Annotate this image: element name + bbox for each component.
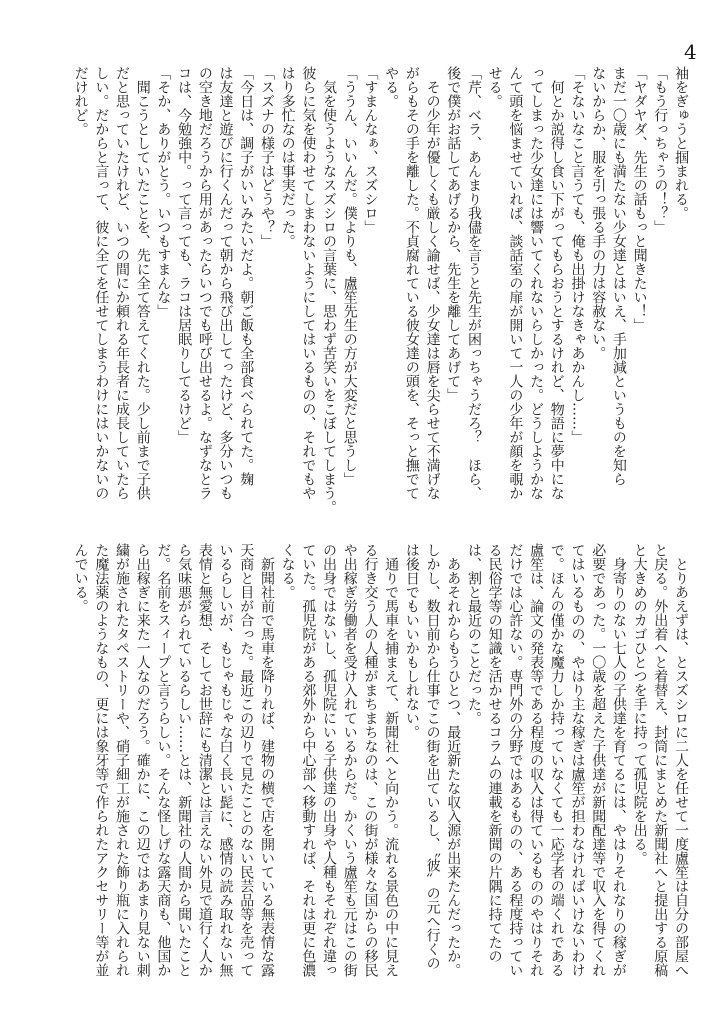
text-line: 「すまんなぁ、スズシロ」: [362, 66, 379, 234]
text-line: ないからか、服を引っ張る手の力は容赦ない。: [590, 66, 607, 360]
text-line: その少年が優しくも厳しく諭せば、少女達は唇を尖らせて不満げな: [424, 66, 441, 500]
text-line: だけでは心許ない。専門外の分野ではあるものの、ある程度持ってい: [507, 543, 524, 977]
text-line: 「そないなこと言うても、俺も出掛けなきゃあかんし……」: [569, 66, 586, 444]
text-line: ああそれからもうひとつ、最近新たな収入源が出来たんだったか。: [445, 543, 462, 977]
text-line: と大きめのカゴひとつを手に持って孤児院を出る。: [631, 543, 648, 865]
text-line: と戻る。外出着へと着替え、封筒にまとめた新聞社へと提出する原稿: [652, 543, 669, 977]
text-line: た魔法薬のようなもの、更には象牙等で作られたアクセサリー等が並: [93, 543, 110, 977]
text-line: ってしまった少女達には響いてくれないらしかった。どうしようかな: [528, 66, 545, 500]
text-line: いるらしいが、もじゃもじゃな白く長い髭に、感情の読み取れない無: [217, 543, 234, 977]
text-line: 聞こうとしていたことを、先に全て答えてくれた。少し前まで子供: [134, 66, 151, 500]
text-line: 何とか説得し食い下がってもらおうとするけれど、物語に夢中にな: [548, 66, 565, 500]
text-line: 袖をぎゅうと掴まれる。: [673, 66, 689, 220]
text-line: コは、今勉強中。って言っても、ラコは居眠りしてるけど」: [176, 66, 193, 444]
text-line: 後で僕がお話してあげるから、先生を離してあげて」: [445, 66, 462, 402]
text-line: しい。だからと言って、彼に全てを任せてしまうわけにはいかないの: [93, 66, 110, 500]
text-line: 彼らに気を使わせてしまわないようにしてはいるものの、それでもや: [300, 66, 317, 500]
text-line: る行き交う人の人種がまちまちなのは、この街が様々な国からの移民: [362, 543, 379, 977]
text-line: まだ一〇歳にも満たない少女達とはいえ、手加減というものを知ら: [610, 66, 627, 486]
text-line: 「スズナの様子はどうや？」: [258, 66, 275, 248]
text-line: の空き地だろうから用があったらいつでも呼び出せるよ。なずなとラ: [196, 66, 213, 500]
text-line: くなる。: [279, 543, 296, 599]
text-line: は友達と遊びに行くんだって朝から飛び出してったけど、多分いつも: [217, 66, 234, 500]
text-line: ら気味悪がられているらしい……とは、新聞社の人間から聞いたこと: [176, 543, 193, 977]
text-line: 通りで馬車を捕まえて、新聞社へと向かう。流れる景色の中に見え: [383, 543, 400, 977]
top-text-block: [70, 66, 691, 531]
text-line: 表情と無愛想、そしてお世辞にも清潔とは言えない外見で道行く人か: [196, 543, 213, 977]
text-line: んて頭を悩ませていれば、談話室の扉が開いて一人の少年が顔を覗か: [507, 66, 524, 500]
text-line: だと思っていたけれど、いつの間にか頼れる年長者に成長していたら: [114, 66, 131, 500]
text-line: んでいる。: [72, 543, 89, 613]
text-line: の出身ではないし、孤児院にいる子供達の出身や人種もそれぞれ違っ: [321, 543, 338, 977]
page-number: 4: [684, 40, 697, 64]
text-line: 繍が施されたタペストリーや、硝子細工が施された飾り瓶に入れられ: [114, 543, 131, 977]
text-line: せる。: [486, 66, 503, 108]
text-line: 新聞社前で馬車を降りれば、建物の横で店を開いている無表情な露: [258, 543, 275, 977]
text-line: 気を使うようなスズシロの言葉に、思わず苦笑いをこぼしてしまう。: [321, 66, 338, 514]
text-line: しかし、数日前から仕事でこの街を出ているし、〝彼〟の元へ行くの: [424, 543, 441, 970]
text-line: はり多忙なのは事実だった。: [279, 66, 296, 248]
text-line: は後日でもいいかもしれない。: [403, 543, 420, 739]
text-line: 「芹、ベラ、あんまり我儘を言うと先生が困っちゃうだろ？ ほら、: [465, 66, 482, 500]
text-line: 盧笙は、論文の発表等である程度の収入は得ているもののやはりそれ: [528, 543, 545, 977]
text-line: やる。: [383, 66, 400, 108]
text-line: ていた。孤児院がある郊外から中心部へ移動すれば、それは更に色濃: [300, 543, 317, 977]
text-line: 「そか、ありがとう。いつもすまんな」: [155, 66, 172, 318]
text-line: る民俗学等の知識を活かせるコラムの連載を新聞の片隅に持てたの: [486, 543, 503, 963]
text-line: ら出稼ぎに来た一人なのだろう。確かに、この辺ではあまり見ない刺: [134, 543, 151, 977]
text-line: とりあえずは、とスズシロに二人を任せて一度盧笙は自分の部屋へ: [673, 543, 689, 977]
text-line: は、割と最近のことだった。: [465, 543, 482, 725]
text-line: 「ヤダヤダ、先生の話もっと聞きたい！」: [631, 66, 648, 332]
text-line: 「もう行っちゃうの！？」: [652, 66, 669, 234]
text-line: で。ほんの僅かな魔力しか持っていなくても一応学者の端くれである: [548, 543, 565, 977]
text-line: てはいるものの、やはり主な稼ぎは盧笙が担わなければいけないわけ: [569, 543, 586, 977]
text-line: だけれど。: [72, 66, 89, 136]
text-line: 天商と目が合った。最近この辺りで見たことのない民芸品等を売って: [238, 543, 255, 977]
text-line: 必要であった。一〇歳を超えた子供達が新聞配達等で収入を得てくれ: [590, 543, 607, 977]
text-line: や出稼ぎ労働者を受け入れているからだ。かくいう盧笙も元はこの街: [341, 543, 358, 977]
text-line: 「ううん、いいんだ。僕よりも、盧笙先生の方が大変だと思うし」: [341, 66, 358, 486]
text-line: 身寄りのない七人の子供達を育てるには、やはりそれなりの稼ぎが: [610, 543, 627, 977]
text-line: がらもその手を離した。不貞腐れている彼女達の頭を、そっと撫でて: [403, 66, 420, 500]
bottom-text-block: [70, 543, 691, 1008]
text-line: だ。名前をスィープと言うらしい。そんな怪しげな露天商も、他国か: [155, 543, 172, 977]
text-line: 「今日は、調子がいいみたいだよ。朝ご飯も全部食べられてた。麹: [238, 66, 255, 486]
